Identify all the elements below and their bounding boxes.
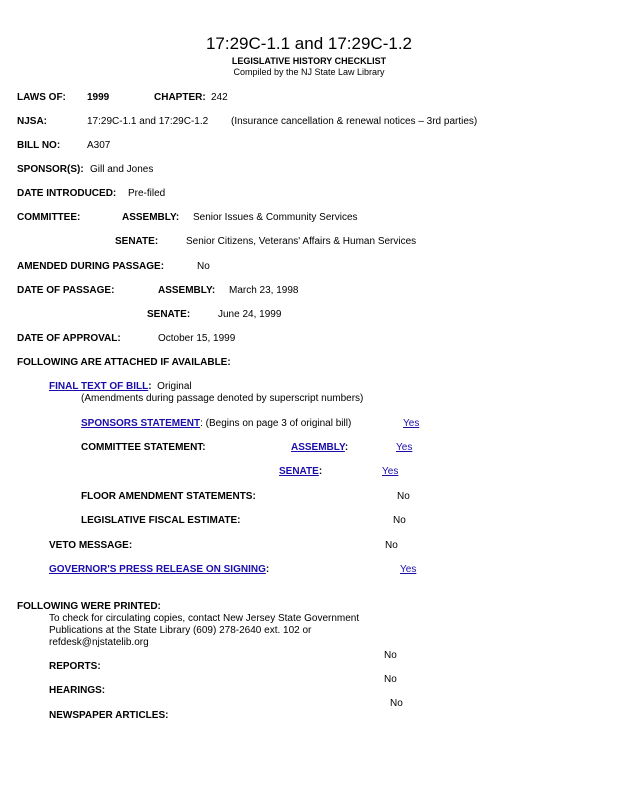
press-release-link[interactable]: GOVERNOR'S PRESS RELEASE ON SIGNING <box>49 564 266 575</box>
veto-value: No <box>385 540 398 551</box>
amended-value: No <box>197 261 210 272</box>
page-subtitle: LEGISLATIVE HISTORY CHECKLIST <box>231 56 387 66</box>
printed-note-line3: refdesk@njstatelib.org <box>49 637 149 648</box>
sponsors-value: Gill and Jones <box>90 164 154 175</box>
njsa-description: (Insurance cancellation & renewal notices – 3rd parties) <box>231 116 478 127</box>
chapter-label: CHAPTER: <box>154 92 206 103</box>
committee-senate-value: Senior Citizens, Veterans' Affairs & Human Services <box>186 236 417 247</box>
final-text-link[interactable]: FINAL TEXT OF BILL <box>49 381 149 392</box>
press-release-row <box>49 564 269 576</box>
sponsors-statement-note: : (Begins on page 3 of original bill) <box>200 418 352 429</box>
passage-label: DATE OF PASSAGE: <box>17 285 115 296</box>
compiled-by: Compiled by the NJ State Law Library <box>233 67 385 77</box>
final-text-colon: : <box>148 381 152 392</box>
floor-amendment-value: No <box>397 491 410 502</box>
colon: : <box>344 442 349 453</box>
printed-note-line1: To check for circulating copies, contact New Jersey State Government <box>49 613 360 624</box>
press-release-colon: : <box>265 564 270 575</box>
sponsors-label: SPONSOR(S): <box>17 164 84 175</box>
laws-of-value: 1999 <box>87 92 110 103</box>
amended-label: AMENDED DURING PASSAGE: <box>17 261 165 272</box>
fiscal-estimate-value: No <box>393 515 406 526</box>
newspaper-label: NEWSPAPER ARTICLES: <box>49 710 169 721</box>
approval-label: DATE OF APPROVAL: <box>17 333 121 344</box>
committee-assembly-value: Senior Issues & Community Services <box>193 212 358 223</box>
page-title: 17:29C-1.1 and 17:29C-1.2 <box>205 34 413 53</box>
chapter-value: 242 <box>211 92 228 103</box>
printed-note-line2: Publications at the State Library (609) 278-2640 ext. 102 or <box>49 625 312 636</box>
committee-statement-assembly <box>291 442 348 454</box>
committee-senate-yes-link[interactable]: Yes <box>382 466 399 477</box>
committee-label: COMMITTEE: <box>17 212 81 223</box>
printed-heading: FOLLOWING WERE PRINTED: <box>17 601 161 612</box>
committee-senate-label: SENATE: <box>115 236 159 247</box>
hearings-label: HEARINGS: <box>49 685 106 696</box>
floor-amendment-label: FLOOR AMENDMENT STATEMENTS: <box>81 491 256 502</box>
passage-senate-value: June 24, 1999 <box>218 309 282 320</box>
press-release-yes-link[interactable]: Yes <box>400 564 417 575</box>
bill-no-value: A307 <box>87 140 111 151</box>
date-introduced-value: Pre-filed <box>128 188 166 199</box>
committee-assembly-label: ASSEMBLY: <box>122 212 180 223</box>
reports-label: REPORTS: <box>49 661 101 672</box>
date-introduced-label: DATE INTRODUCED: <box>17 188 117 199</box>
attached-heading: FOLLOWING ARE ATTACHED IF AVAILABLE: <box>17 357 231 368</box>
sponsors-statement-row <box>81 418 351 430</box>
committee-assembly-yes-link[interactable]: Yes <box>396 442 413 453</box>
reports-value: No <box>384 650 397 661</box>
passage-assembly-value: March 23, 1998 <box>229 285 299 296</box>
fiscal-estimate-label: LEGISLATIVE FISCAL ESTIMATE: <box>81 515 241 526</box>
committee-statement-senate <box>279 466 322 478</box>
committee-statement-assembly-link[interactable]: ASSEMBLY <box>291 442 345 453</box>
committee-statement-senate-link[interactable]: SENATE <box>279 466 319 477</box>
laws-of-label: LAWS OF: <box>17 92 66 103</box>
hearings-value: No <box>384 674 397 685</box>
final-text-row <box>49 381 192 393</box>
veto-label: VETO MESSAGE: <box>49 540 133 551</box>
colon: : <box>318 466 323 477</box>
bill-no-label: BILL NO: <box>17 140 61 151</box>
committee-statement-label: COMMITTEE STATEMENT: <box>81 442 206 453</box>
newspaper-value: No <box>390 698 403 709</box>
passage-senate-label: SENATE: <box>147 309 191 320</box>
njsa-label: NJSA: <box>17 116 48 127</box>
final-text-value: Original <box>157 381 192 392</box>
sponsors-statement-link[interactable]: SPONSORS STATEMENT <box>81 418 201 429</box>
approval-value: October 15, 1999 <box>158 333 236 344</box>
passage-assembly-label: ASSEMBLY: <box>158 285 216 296</box>
njsa-value: 17:29C-1.1 and 17:29C-1.2 <box>87 116 209 127</box>
final-text-note: (Amendments during passage denoted by superscript numbers) <box>81 393 364 404</box>
sponsors-statement-value-link[interactable]: Yes <box>403 418 420 429</box>
